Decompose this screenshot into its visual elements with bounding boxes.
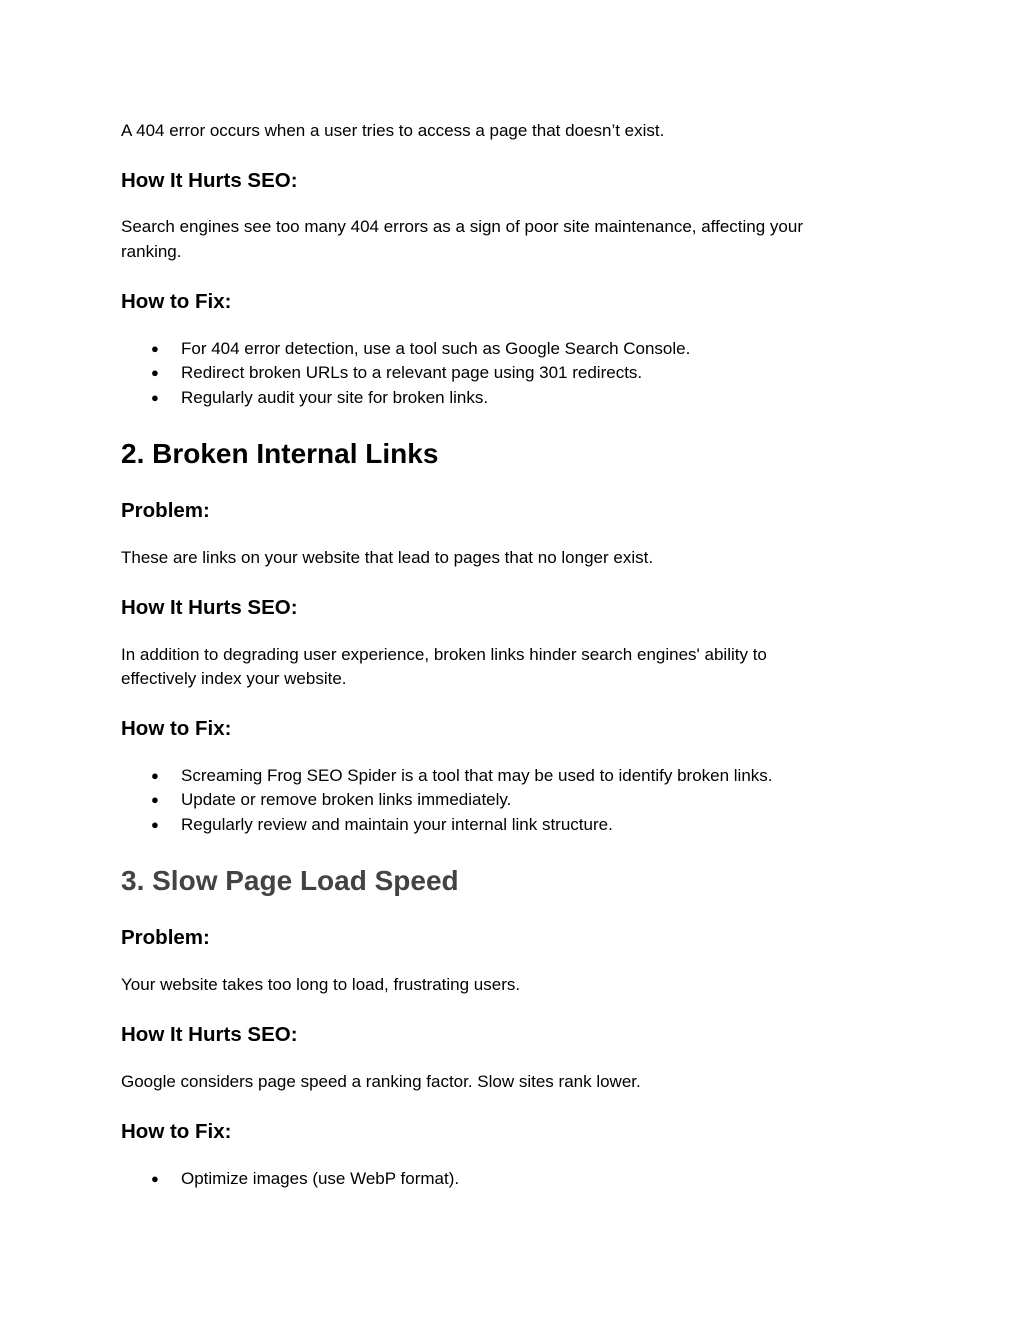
- section3-problem-heading: Problem:: [121, 926, 210, 949]
- section2-title: 2. Broken Internal Links: [121, 438, 439, 469]
- list-item: ● Screaming Frog SEO Spider is a tool that may be used to identify broken links.: [121, 764, 773, 788]
- bullet-icon: ●: [151, 816, 159, 832]
- section2-hurts-line1: In addition to degrading user experience, broken links hinder search engines' ability to: [121, 645, 767, 664]
- list-item: ● Redirect broken URLs to a relevant page using 301 redirects.: [121, 361, 690, 385]
- section3-hurts-text: Google considers page speed a ranking factor. Slow sites rank lower.: [121, 1072, 641, 1091]
- bullet-icon: ●: [151, 768, 159, 783]
- list-item: ● Regularly audit your site for broken links.: [121, 386, 690, 410]
- section3-fix-heading: How to Fix:: [121, 1120, 232, 1143]
- list-item: ● Regularly review and maintain your internal link structure.: [121, 813, 773, 837]
- list-item: ● Optimize images (use WebP format).: [121, 1167, 459, 1191]
- section2-hurts-line2: effectively index your website.: [121, 669, 347, 688]
- section2-fix-heading: How to Fix:: [121, 717, 232, 740]
- list-item: ● For 404 error detection, use a tool such as Google Search Console.: [121, 337, 690, 361]
- section1-fix-heading: How to Fix:: [121, 290, 232, 313]
- section1-hurts-line2: ranking.: [121, 242, 182, 261]
- section3-hurts-heading: How It Hurts SEO:: [121, 1023, 298, 1046]
- bullet-icon: ●: [151, 389, 159, 405]
- bullet-icon: ●: [151, 792, 159, 808]
- section3-problem-text: Your website takes too long to load, frustrating users.: [121, 975, 521, 994]
- section2-fix-list: [121, 764, 773, 837]
- section2-problem-text: These are links on your website that lead to pages that no longer exist.: [121, 548, 654, 567]
- intro-paragraph: A 404 error occurs when a user tries to access a page that doesn’t exist.: [121, 121, 665, 140]
- list-item: ● Update or remove broken links immediately.: [121, 788, 773, 812]
- bullet-icon: ●: [151, 1171, 159, 1186]
- bullet-icon: ●: [151, 341, 159, 356]
- section3-fix-list: [121, 1167, 459, 1191]
- section1-hurts-line1: Search engines see too many 404 errors as a sign of poor site maintenance, affecting your: [121, 217, 803, 236]
- section1-fix-list: [121, 337, 690, 410]
- section3-title: 3. Slow Page Load Speed: [121, 865, 459, 896]
- section2-hurts-heading: How It Hurts SEO:: [121, 596, 298, 619]
- section1-hurts-heading: How It Hurts SEO:: [121, 169, 298, 192]
- bullet-icon: ●: [151, 365, 159, 381]
- section2-problem-heading: Problem:: [121, 499, 210, 522]
